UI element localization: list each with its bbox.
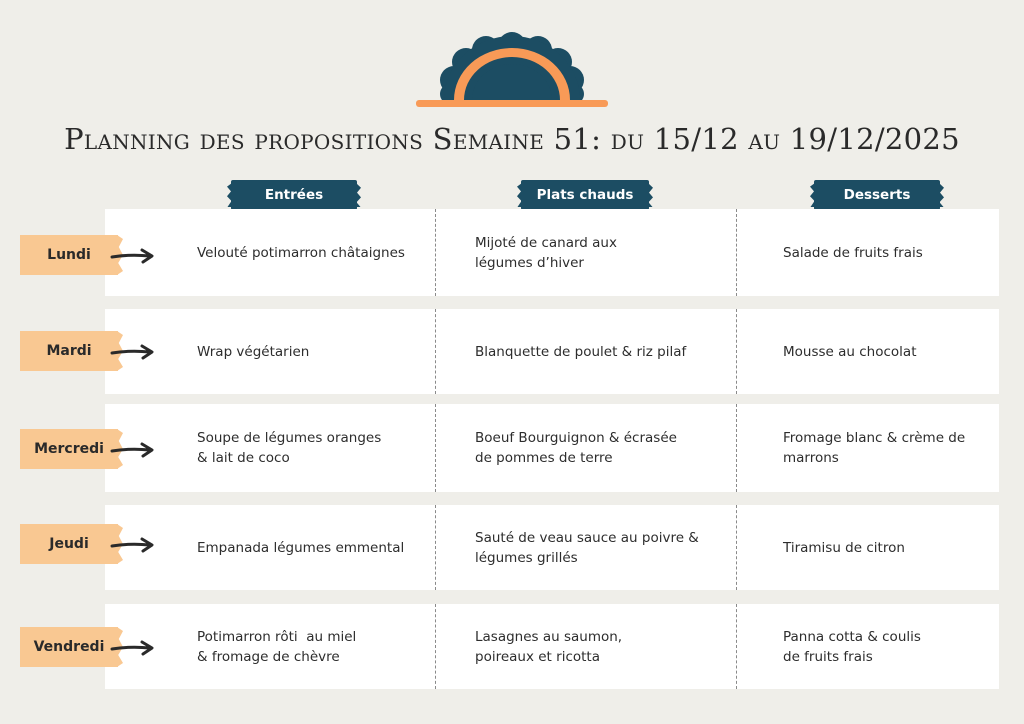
menu-cell-dessert: [783, 604, 993, 689]
menu-cell-dessert: [783, 404, 993, 492]
menu-item-line: de fruits frais: [783, 648, 873, 665]
menu-cell-dessert: [783, 209, 993, 296]
column-divider: [736, 505, 737, 590]
menu-cell-plat-chaud: [475, 309, 735, 394]
column-divider: [435, 309, 436, 394]
column-divider: [435, 604, 436, 689]
column-divider: [435, 404, 436, 492]
day-label: Mardi: [20, 331, 118, 371]
column-header-entrees: Entrées: [231, 180, 357, 210]
menu-item-line: Empanada légumes emmental: [197, 539, 405, 556]
menu-cell-entree: [197, 209, 427, 296]
column-divider: [435, 209, 436, 296]
menu-cell-plat-chaud: [475, 505, 735, 590]
menu-cell-dessert: [783, 309, 993, 394]
menu-item-line: Salade de fruits frais: [783, 244, 923, 261]
menu-cell-plat-chaud: [475, 209, 735, 296]
menu-item-line: légumes d’hiver: [475, 254, 584, 271]
menu-item-line: Fromage blanc & crème de: [783, 430, 966, 446]
menu-item-line: Mijoté de canard aux: [475, 234, 617, 251]
menu-item-line: Soupe de légumes oranges: [197, 430, 382, 446]
sun-logo-icon: [414, 28, 610, 110]
menu-item-line: marrons: [783, 450, 839, 466]
column-divider: [736, 604, 737, 689]
page-title: Planning des propositions Semaine 51: du 15/12 au 19/12/2025: [64, 122, 960, 156]
column-divider: [435, 505, 436, 590]
day-label: Lundi: [20, 235, 118, 275]
menu-cell-entree: [197, 505, 427, 590]
menu-item-line: Panna cotta & coulis: [783, 628, 921, 645]
menu-item-line: Wrap végétarien: [197, 343, 310, 360]
arrow-right-icon: [110, 537, 156, 553]
menu-item-line: légumes grillés: [475, 549, 578, 566]
arrow-right-icon: [110, 248, 156, 264]
column-divider: [736, 209, 737, 296]
day-label: Vendredi: [20, 627, 118, 667]
day-label: Jeudi: [20, 524, 118, 564]
table-row: [105, 309, 999, 394]
menu-item-line: Boeuf Bourguignon & écrasée: [475, 430, 677, 446]
table-row: [105, 604, 999, 689]
menu-cell-entree: [197, 309, 427, 394]
menu-item-line: Mousse au chocolat: [783, 343, 917, 360]
column-header-plats-chauds: Plats chauds: [521, 180, 649, 210]
table-row: [105, 505, 999, 590]
menu-item-line: de pommes de terre: [475, 450, 613, 466]
table-row: [105, 209, 999, 296]
menu-item-line: Potimarron rôti au miel: [197, 628, 357, 645]
menu-item-line: & lait de coco: [197, 450, 290, 466]
menu-item-line: Lasagnes au saumon,: [475, 628, 623, 645]
table-row: [105, 404, 999, 492]
menu-item-line: poireaux et ricotta: [475, 648, 600, 665]
menu-cell-plat-chaud: [475, 404, 735, 492]
column-divider: [736, 309, 737, 394]
menu-cell-dessert: [783, 505, 993, 590]
arrow-right-icon: [110, 344, 156, 360]
menu-cell-entree: [197, 404, 427, 492]
column-divider: [736, 404, 737, 492]
day-label: Mercredi: [20, 429, 118, 469]
arrow-right-icon: [110, 640, 156, 656]
menu-item-line: Tiramisu de citron: [783, 539, 905, 556]
menu-item-line: & fromage de chèvre: [197, 648, 340, 665]
menu-item-line: Sauté de veau sauce au poivre &: [475, 529, 699, 546]
menu-item-line: Velouté potimarron châtaignes: [197, 244, 405, 261]
column-header-desserts: Desserts: [814, 180, 940, 210]
menu-item-line: Blanquette de poulet & riz pilaf: [475, 343, 687, 360]
menu-cell-plat-chaud: [475, 604, 735, 689]
arrow-right-icon: [110, 442, 156, 458]
menu-cell-entree: [197, 604, 427, 689]
